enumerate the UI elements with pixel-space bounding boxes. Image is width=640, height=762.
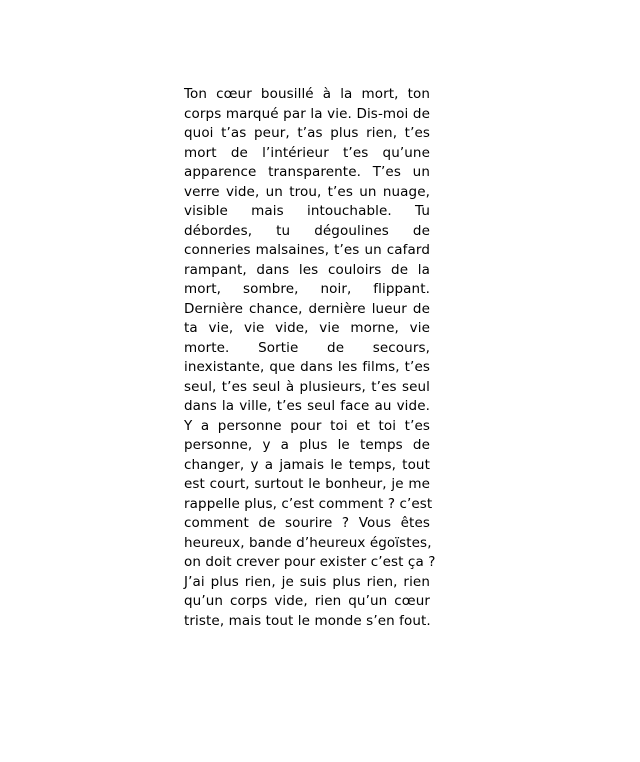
text-line-12: Dernière chance, dernière lueur de — [184, 300, 430, 317]
text-line-25: on doit crever pour exister c’est ça ? — [184, 554, 436, 570]
text-line-27: qu’un corps vide, rien qu’un cœur — [184, 593, 430, 609]
text-line-4: mort de l’intérieur t’es qu’une — [184, 144, 430, 161]
text-line-14: morte. Sortie de secours, — [184, 339, 430, 356]
text-line-17: dans la ville, t’es seul face au vide. — [184, 398, 430, 414]
text-line-19: personne, y a plus le temps de — [184, 437, 430, 453]
text-line-10: rampant, dans les couloirs de la — [184, 261, 430, 278]
text-line-2: corps marqué par la vie. Dis-moi de — [184, 105, 430, 122]
text-line-13: ta vie, vie vide, vie morne, vie — [184, 320, 430, 336]
text-line-20: changer, y a jamais le temps, tout — [184, 456, 430, 473]
text-line-18: Y a personne pour toi et toi t’es — [184, 417, 430, 434]
text-line-6: verre vide, un trou, t’es un nuage, — [184, 183, 430, 200]
text-line-5: apparence transparente. T’es un — [184, 164, 430, 180]
text-line-15: inexistante, que dans les films, t’es — [184, 359, 430, 375]
text-line-7: visible mais intouchable. Tu — [184, 203, 430, 219]
text-line-3: quoi t’as peur, t’as plus rien, t’es — [184, 125, 430, 141]
text-line-8: débordes, tu dégoulines de — [184, 222, 430, 239]
text-line-28: triste, mais tout le monde s’en fout. — [184, 612, 431, 629]
text-line-22: rappelle plus, c’est comment ? c’est — [184, 495, 433, 512]
text-line-1: Ton cœur bousillé à la mort, ton — [184, 86, 430, 102]
text-line-26: J’ai plus rien, je suis plus rien, rien — [184, 573, 430, 590]
poem-paragraph — [184, 85, 436, 631]
text-line-9: conneries malsaines, t’es un cafard — [184, 242, 430, 258]
text-line-16: seul, t’es seul à plusieurs, t’es seul — [184, 378, 430, 395]
text-line-11: mort, sombre, noir, flippant. — [184, 281, 430, 297]
text-line-21: est court, surtout le bonheur, je me — [184, 476, 430, 492]
text-line-23: comment de sourire ? Vous êtes — [184, 515, 430, 531]
text-line-24: heureux, bande d’heureux égoïstes, — [184, 534, 432, 551]
